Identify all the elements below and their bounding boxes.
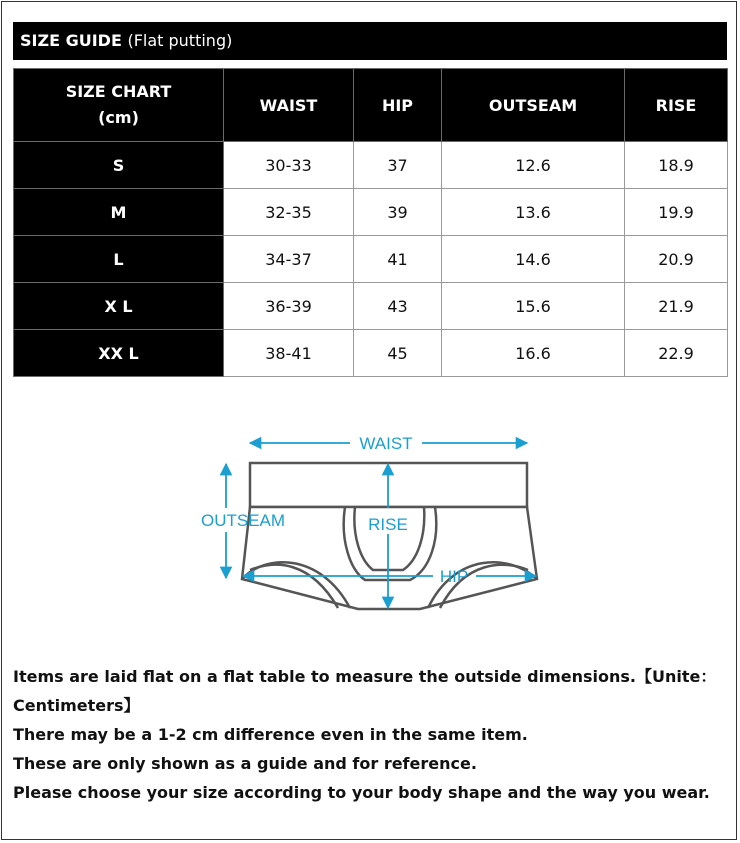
row-size: XX L	[14, 330, 224, 377]
table-row	[14, 236, 728, 283]
title-sub: (Flat putting)	[127, 31, 233, 50]
cell-hip: 39	[354, 189, 442, 236]
size-chart-table	[13, 68, 728, 377]
cell-rise: 18.9	[625, 142, 728, 189]
cell-waist: 34-37	[224, 236, 354, 283]
cell-outseam: 14.6	[442, 236, 625, 283]
outseam-label: OUTSEAM	[200, 511, 286, 530]
row-size: X L	[14, 283, 224, 330]
cell-rise: 19.9	[625, 189, 728, 236]
cell-outseam: 13.6	[442, 189, 625, 236]
waist-label: WAIST	[359, 434, 413, 453]
cell-hip: 41	[354, 236, 442, 283]
row-size: S	[14, 142, 224, 189]
note-line: Items are laid flat on a flat table to measure the outside dimensions.【Unite： Centimeters】	[13, 667, 717, 715]
brief-outline	[242, 463, 537, 609]
title-main: SIZE GUIDE	[20, 31, 122, 50]
cell-rise: 21.9	[625, 283, 728, 330]
page-title	[13, 22, 727, 60]
cell-hip: 43	[354, 283, 442, 330]
header-waist: WAIST	[224, 69, 354, 142]
cell-waist: 36-39	[224, 283, 354, 330]
cell-hip: 37	[354, 142, 442, 189]
cell-rise: 20.9	[625, 236, 728, 283]
row-size: L	[14, 236, 224, 283]
table-row	[14, 142, 728, 189]
cell-waist: 30-33	[224, 142, 354, 189]
cell-outseam: 15.6	[442, 283, 625, 330]
note-line: Please choose your size according to your body shape and the way you wear.	[13, 783, 710, 802]
measurement-diagram	[190, 420, 550, 620]
cell-outseam: 16.6	[442, 330, 625, 377]
header-rise: RISE	[625, 69, 728, 142]
table-row	[14, 283, 728, 330]
header-size-chart: SIZE CHART (cm)	[14, 69, 224, 142]
table-header-row	[14, 69, 728, 142]
header-outseam: OUTSEAM	[442, 69, 625, 142]
cell-waist: 32-35	[224, 189, 354, 236]
header-hip: HIP	[354, 69, 442, 142]
note-line: There may be a 1-2 cm difference even in the same item.	[13, 725, 528, 744]
table-row	[14, 330, 728, 377]
cell-outseam: 12.6	[442, 142, 625, 189]
row-size: M	[14, 189, 224, 236]
hip-label: HIP	[439, 567, 469, 586]
cell-waist: 38-41	[224, 330, 354, 377]
table-row	[14, 189, 728, 236]
cell-hip: 45	[354, 330, 442, 377]
rise-label: RISE	[368, 515, 408, 534]
note-line: These are only shown as a guide and for reference.	[13, 754, 477, 773]
measurement-notes	[13, 662, 727, 807]
cell-rise: 22.9	[625, 330, 728, 377]
